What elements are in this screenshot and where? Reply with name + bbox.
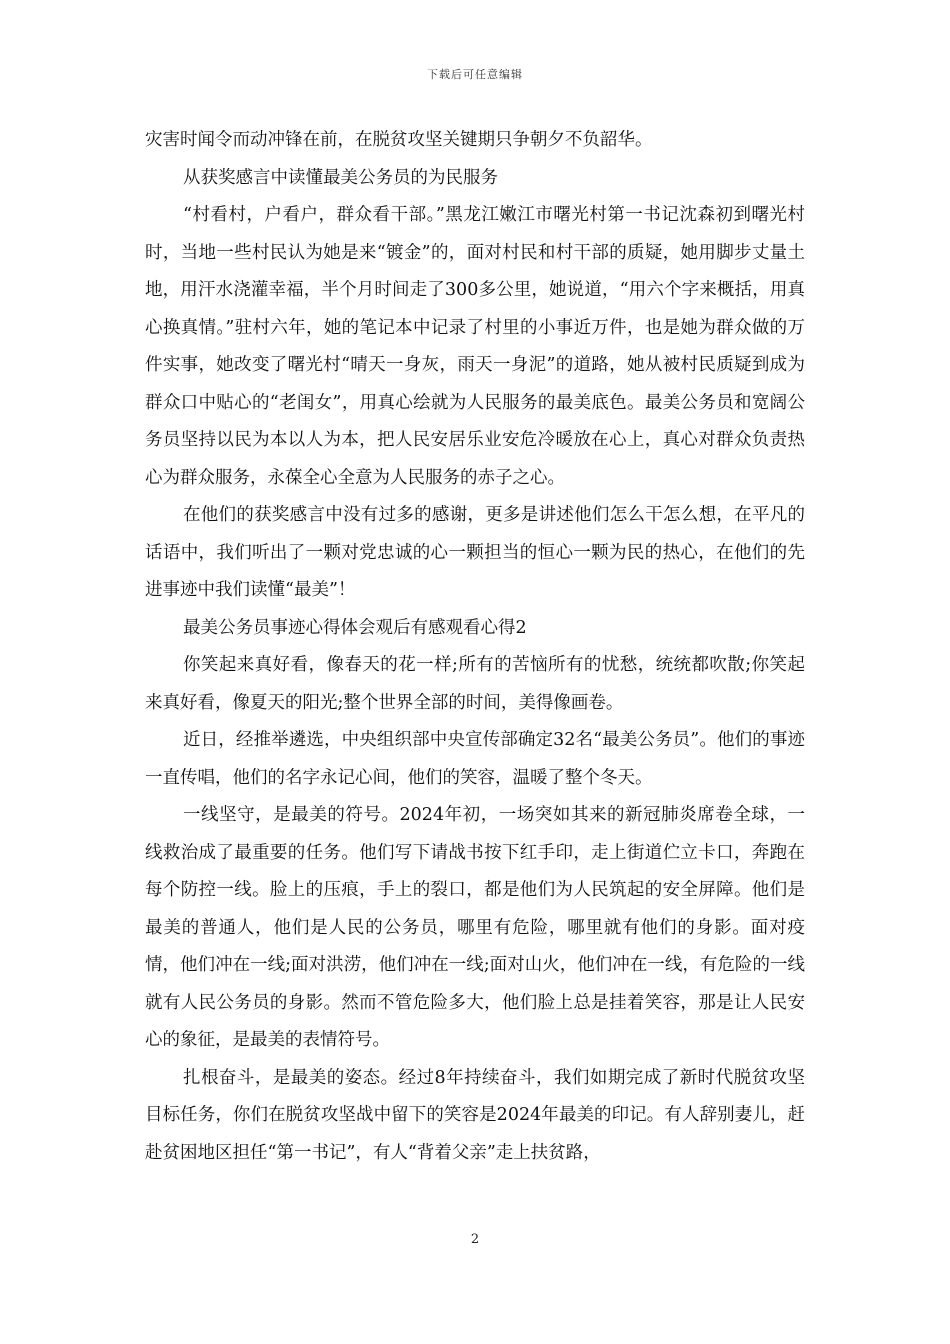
- section-heading-2: 最美公务员事迹心得体会观后有感观看心得2: [183, 617, 527, 638]
- paragraph-7: 扎根奋斗，是最美的姿态。经过8年持续奋斗，我们如期完成了新时代脱贫攻坚目标任务，你们在脱贫攻坚战中留下的笑容是2024年最美的印记。有人辞别妻儿，赶赴贫困地区担任“第一书记”，有人“背着父亲”走上扶贫路，: [145, 1067, 805, 1163]
- paragraph-4: 你笑起来真好看，像春天的花一样;所有的苦恼所有的忧愁，统统都吹散;你笑起来真好看，像夏天的阳光;整个世界全部的时间，美得像画卷。: [145, 655, 805, 713]
- document-body: [145, 122, 805, 1172]
- paragraph-2: “村看村，户看户，群众看干部。”黑龙江嫩江市曙光村第一书记沈森初到曙光村时，当地一些村民认为她是来“镀金”的，面对村民和村干部的质疑，她用脚步丈量土地，用汗水浇灌幸福，半个月时间走了300多公里，她说道，“用六个字来概括，用真心换真情。”驻村六年，她的笔记本中记录了村里的小事近万件，也是她为群众做的万件实事，她改变了曙光村“晴天一身灰，雨天一身泥”的道路，她从被村民质疑到成为群众口中贴心的“老闺女”，用真心绘就为人民服务的最美底色。最美公务员和宽阔公务员坚持以民为本以人为本，把人民安居乐业安危冷暖放在心上，真心对群众负责热心为群众服务，永葆全心全意为人民服务的赤子之心。: [145, 205, 805, 488]
- paragraph-6: 一线坚守，是最美的符号。2024年初，一场突如其来的新冠肺炎席卷全球，一线救治成了最重要的任务。他们写下请战书按下红手印，走上街道伫立卡口，奔跑在每个防控一线。脸上的压痕，手上的裂口，都是他们为人民筑起的安全屏障。他们是最美的普通人，他们是人民的公务员，哪里有危险，哪里就有他们的身影。面对疫情，他们冲在一线;面对洪涝，他们冲在一线;面对山火，他们冲在一线，有危险的一线就有人民公务员的身影。然而不管危险多大，他们脸上总是挂着笑容，那是让人民安心的象征，是最美的表情符号。: [145, 805, 805, 1050]
- paragraph-5: 近日，经推举遴选，中央组织部中央宣传部确定32名“最美公务员”。他们的事迹一直传唱，他们的名字永记心间，他们的笑容，温暖了整个冬天。: [145, 730, 805, 788]
- section-heading-1: 从获奖感言中读懂最美公务员的为民服务: [183, 167, 498, 188]
- page-number: 2: [470, 1232, 480, 1247]
- paragraph-3: 在他们的获奖感言中没有过多的感谢，更多是讲述他们怎么干怎么想，在平凡的话语中，我们听出了一颗对党忠诚的心一颗担当的恒心一颗为民的热心，在他们的先进事迹中我们读懂“最美”！: [145, 505, 805, 600]
- page-header: 下载后可任意编辑: [427, 68, 523, 81]
- paragraph-1: 灾害时闻令而动冲锋在前，在脱贫攻坚关键期只争朝夕不负韶华。: [145, 130, 653, 150]
